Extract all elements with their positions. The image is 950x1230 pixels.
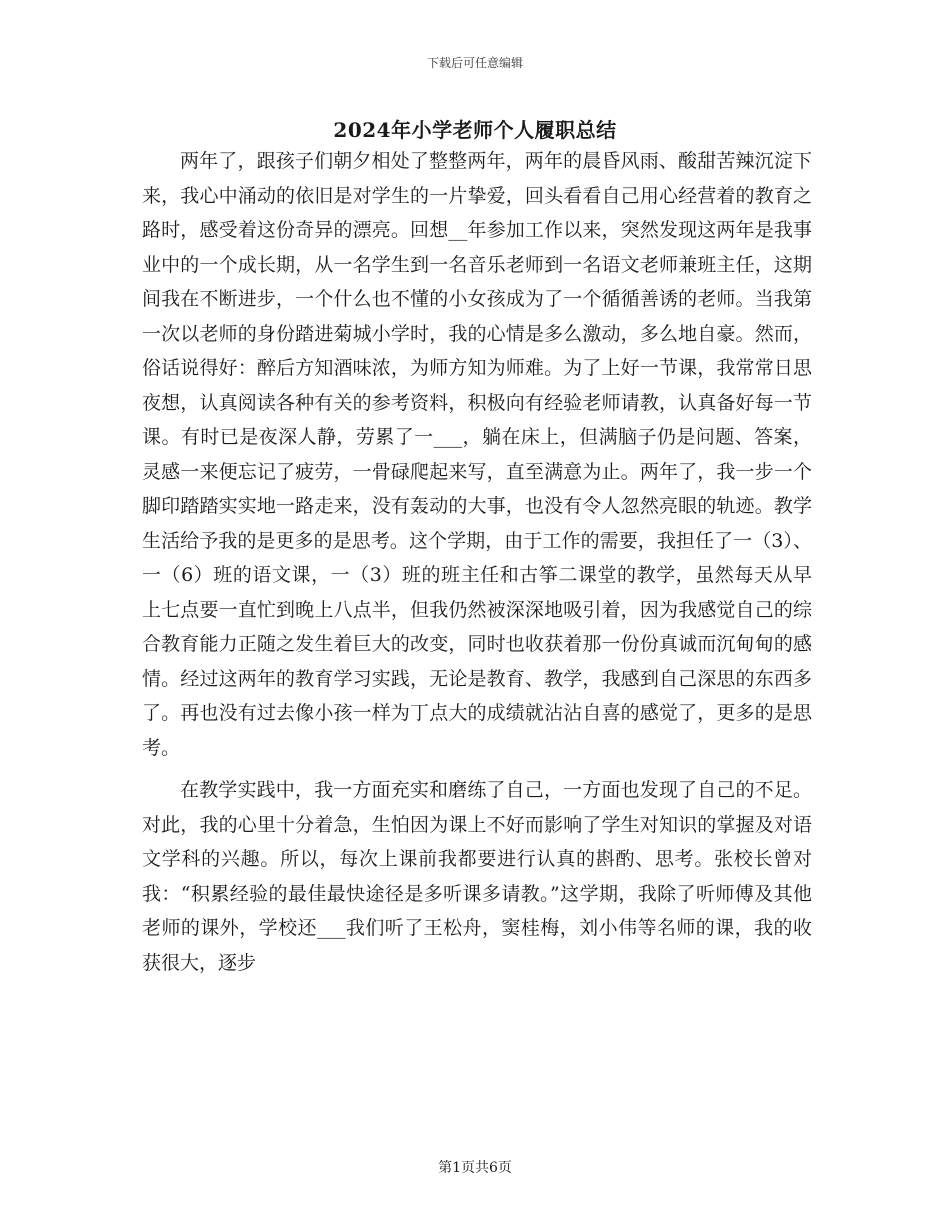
page-footer-page-number: 第1页共6页 bbox=[438, 1160, 512, 1176]
paragraph-1: 两年了，跟孩子们朝夕相处了整整两年，两年的晨昏风雨、酸甜苦辣沉淀下来，我心中涌动的依旧是对学生的一片挚爱，回头看看自己用心经营着的教育之路时，感受着这份奇异的漂亮。回想__年参加工作以来，突然发现这两年是我事业中的一个成长期，从一名学生到一名音乐老师到一名语文老师兼班主任，这期间我在不断进步，一个什么也不懂的小女孩成为了一个循循善诱的老师。当我第一次以老师的身份踏进菊城小学时，我的心情是多么激动，多么地自豪。然而，俗话说得好：醉后方知酒味浓，为师方知为师难。为了上好一节课，我常常日思夜想，认真阅读各种有关的参考资料，积极向有经验老师请教，认真备好每一节课。有时已是夜深人静，劳累了一___，躺在床上，但满脑子仍是问题、答案，灵感一来便忘记了疲劳，一骨碌爬起来写，直至满意为止。两年了，我一步一个脚印踏踏实实地一路走来，没有轰动的大事，也没有令人忽然亮眼的轨迹。教学生活给予我的是更多的是思考。这个学期，由于工作的需要，我担任了一（3）、一（6）班的语文课，一（3）班的班主任和古筝二课堂的教学，虽然每天从早上七点要一直忙到晚上八点半，但我仍然被深深地吸引着，因为我感觉自己的综合教育能力正随之发生着巨大的改变，同时也收获着那一份份真诚而沉甸甸的感情。经过这两年的教育学习实践，无论是教育、教学，我感到自己深思的东西多了。再也没有过去像小孩一样为丁点大的成绩就沾沾自喜的感觉了，更多的是思考。 bbox=[142, 150, 812, 759]
paragraph-2: 在教学实践中，我一方面充实和磨练了自己，一方面也发现了自己的不足。对此，我的心里十分着急，生怕因为课上不好而影响了学生对知识的掌握及对语文学科的兴趣。所以，每次上课前我都要进行认真的斟酌、思考。张校长曾对我：“积累经验的最佳最快途径是多听课多请教。”这学期，我除了听师傅及其他老师的课外，学校还___我们听了王松舟，窦桂梅，刘小伟等名师的课，我的收获很大，逐步 bbox=[142, 779, 812, 974]
document-body bbox=[142, 144, 812, 980]
page-header-note: 下载后可任意编辑 bbox=[426, 56, 523, 70]
document-title: 2024年小学老师个人履职总结 bbox=[333, 118, 617, 142]
